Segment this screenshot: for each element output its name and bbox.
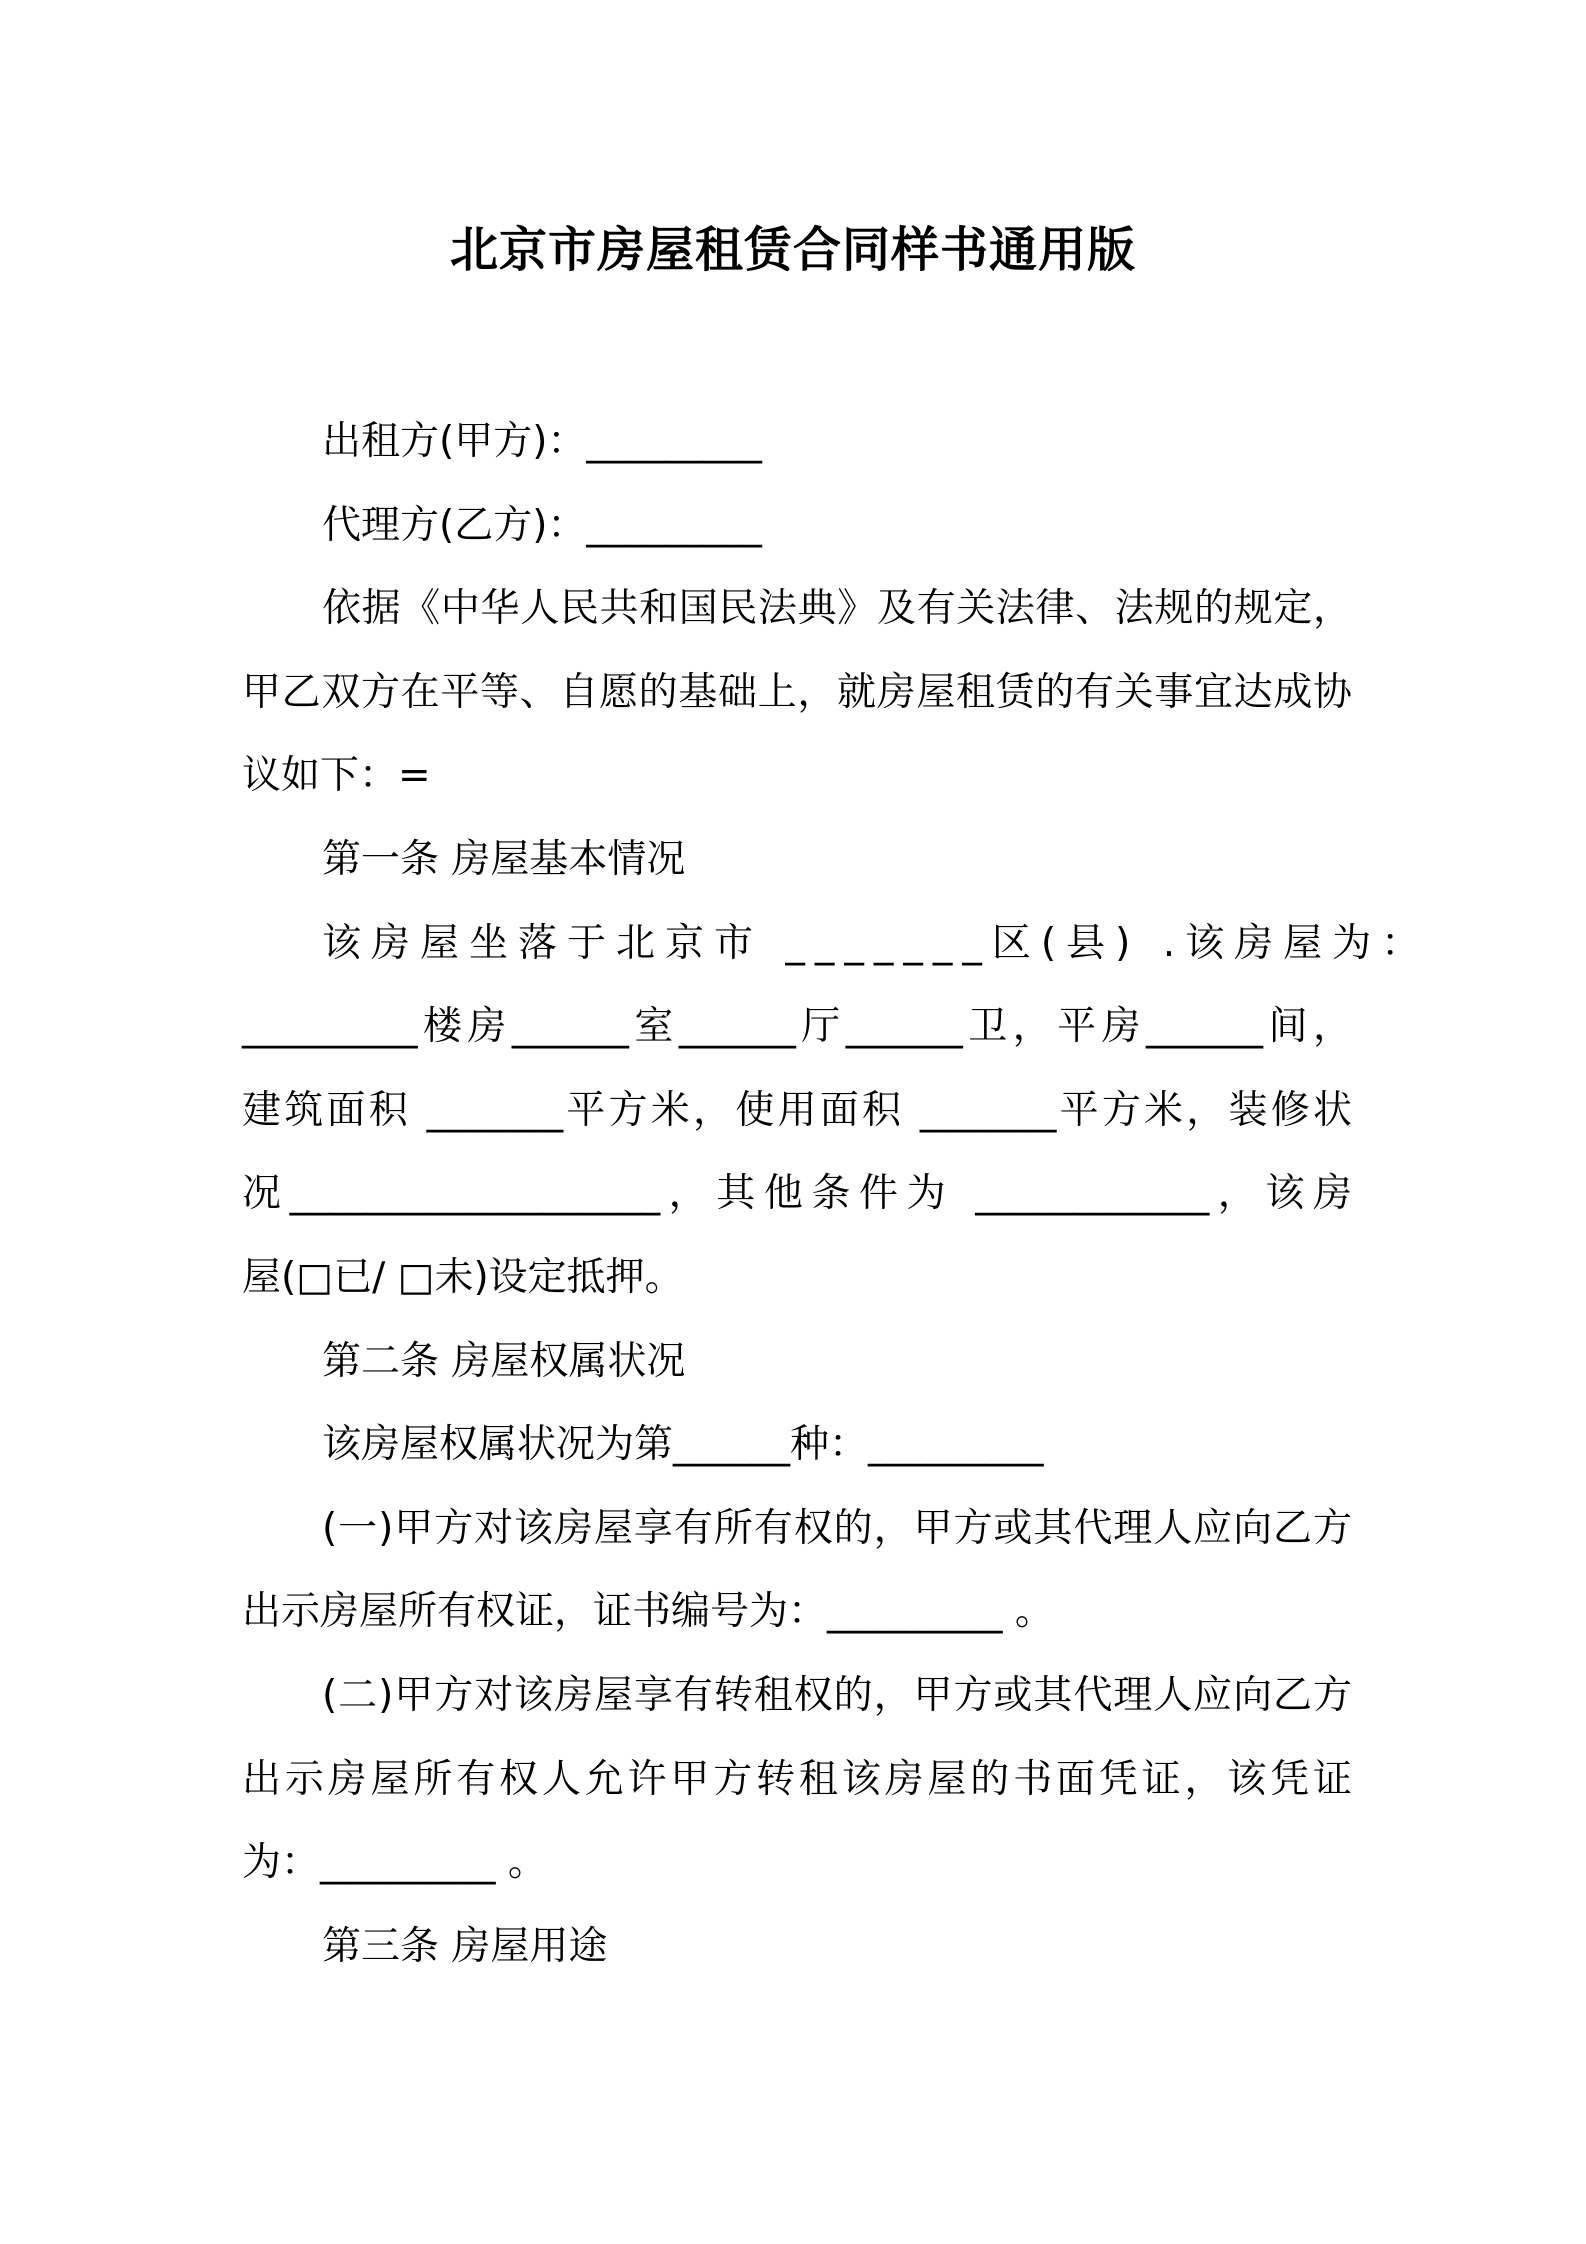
article-1-heading: 第一条 房屋基本情况: [322, 836, 686, 882]
agent-line: 代理方(乙方)：_________: [322, 502, 762, 548]
article-3-heading: 第三条 房屋用途: [322, 1923, 608, 1969]
article-2-clause-2-line-1: (二)甲方对该房屋享有转租权的，甲方或其代理人应向乙方: [322, 1672, 1352, 1718]
article-1-line-1: 该房屋坐落于北京市 _______区(县) .该房屋为：: [322, 920, 1431, 966]
document-body: [242, 400, 1431, 1988]
article-1-line-3: 建筑面积 _______平方米，使用面积 _______平方米，装修状: [242, 1087, 1352, 1133]
article-1-line-4: 况___________________，其他条件为 ____________，该房: [242, 1171, 1352, 1217]
article-2-clause-2-line-3: 为：_________ 。: [242, 1840, 547, 1886]
preamble-line-3: 议如下：=: [242, 753, 431, 799]
article-1-line-2: _________楼房______室______厅______卫，平房______间，: [242, 1004, 1352, 1050]
preamble-line-2: 甲乙双方在平等、自愿的基础上，就房屋租赁的有关事宜达成协: [242, 669, 1352, 715]
preamble-line-1: 依据《中华人民共和国民法典》及有关法律、法规的规定，: [322, 586, 1352, 632]
document-title: 北京市房屋租赁合同样书通用版: [449, 222, 1136, 278]
article-1-line-5: 屋(□已/ □未)设定抵押。: [242, 1254, 684, 1300]
article-2-clause-1-line-2: 出示房屋所有权证，证书编号为：_________ 。: [242, 1589, 1054, 1635]
lessor-line: 出租方(甲方)：_________: [322, 419, 762, 464]
article-2-line-1: 该房屋权属状况为第______种：_________: [322, 1422, 1044, 1468]
article-2-clause-2-line-2: 出示房屋所有权人允许甲方转租该房屋的书面凭证，该凭证: [242, 1756, 1352, 1802]
article-2-clause-1-line-1: (一)甲方对该房屋享有所有权的，甲方或其代理人应向乙方: [322, 1505, 1352, 1551]
article-2-heading: 第二条 房屋权属状况: [322, 1338, 686, 1384]
